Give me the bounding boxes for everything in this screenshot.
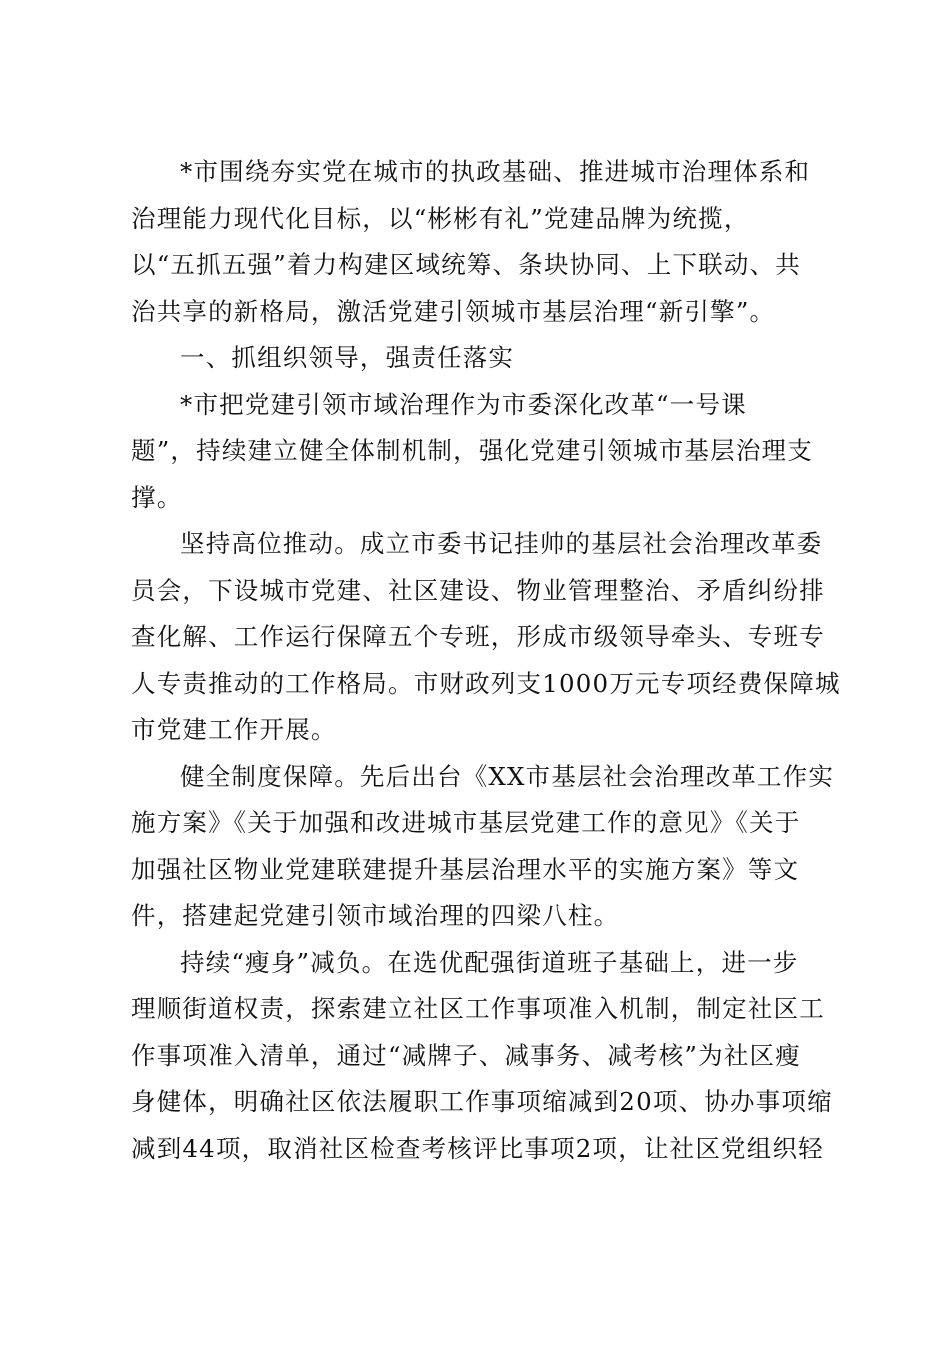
paragraph-line: *市把党建引领市域治理作为市委深化改革“一号课: [180, 389, 747, 419]
paragraph-line: 施方案》《关于加强和改进城市基层党建工作的意见》《关于: [131, 808, 801, 837]
paragraph-line: 健全制度保障。先后出台《XX市基层社会治理改革工作实: [180, 761, 835, 791]
paragraph-line: 市党建工作开展。: [131, 715, 337, 744]
paragraph-line: 减到44项，取消社区检查考核评比事项2项，让社区党组织轻: [131, 1133, 824, 1163]
paragraph-line: 理顺街道权责，探索建立社区工作事项准入机制，制定社区工: [131, 994, 825, 1023]
paragraph-line: 查化解、工作运行保障五个专班，形成市级领导牵头、专班专: [131, 622, 825, 651]
section-heading: 一、抓组织领导，强责任落实: [180, 343, 515, 372]
paragraph-line: 以“五抓五强”着力构建区域统筹、条块协同、上下联动、共: [131, 250, 801, 279]
paragraph-line: 坚持高位推动。成立市委书记挂帅的基层社会治理改革委: [180, 529, 823, 558]
paragraph-line: 题”，持续建立健全体制机制，强化党建引领城市基层治理支: [131, 436, 813, 465]
paragraph-line: 撑。: [131, 482, 183, 512]
paragraph-line: 身健体，明确社区依法履职工作事项缩减到20项、协办事项缩: [131, 1087, 833, 1116]
paragraph-line: *市围绕夯实党在城市的执政基础、推进城市治理体系和: [180, 157, 811, 186]
paragraph-line: 持续“瘦身”减负。在选优配强街道班子基础上，进一步: [180, 947, 799, 977]
document-body: [131, 149, 841, 1172]
paragraph-line: 人专责推动的工作格局。市财政列支1000万元专项经费保障城: [131, 668, 841, 698]
paragraph-line: 作事项准入清单，通过“减牌子、减事务、减考核”为社区瘦: [131, 1040, 801, 1070]
paragraph-line: 治共享的新格局，激活党建引领城市基层治理“新引擎”。: [131, 296, 776, 326]
paragraph-line: 件，搭建起党建引领市域治理的四梁八柱。: [131, 901, 620, 930]
paragraph-line: 加强社区物业党建联建提升基层治理水平的实施方案》等文: [131, 854, 800, 884]
paragraph-line: 治理能力现代化目标，以“彬彬有礼”党建品牌为统揽，: [131, 203, 750, 233]
paragraph-line: 员会，下设城市党建、社区建设、物业管理整治、矛盾纠纷排: [131, 575, 825, 605]
